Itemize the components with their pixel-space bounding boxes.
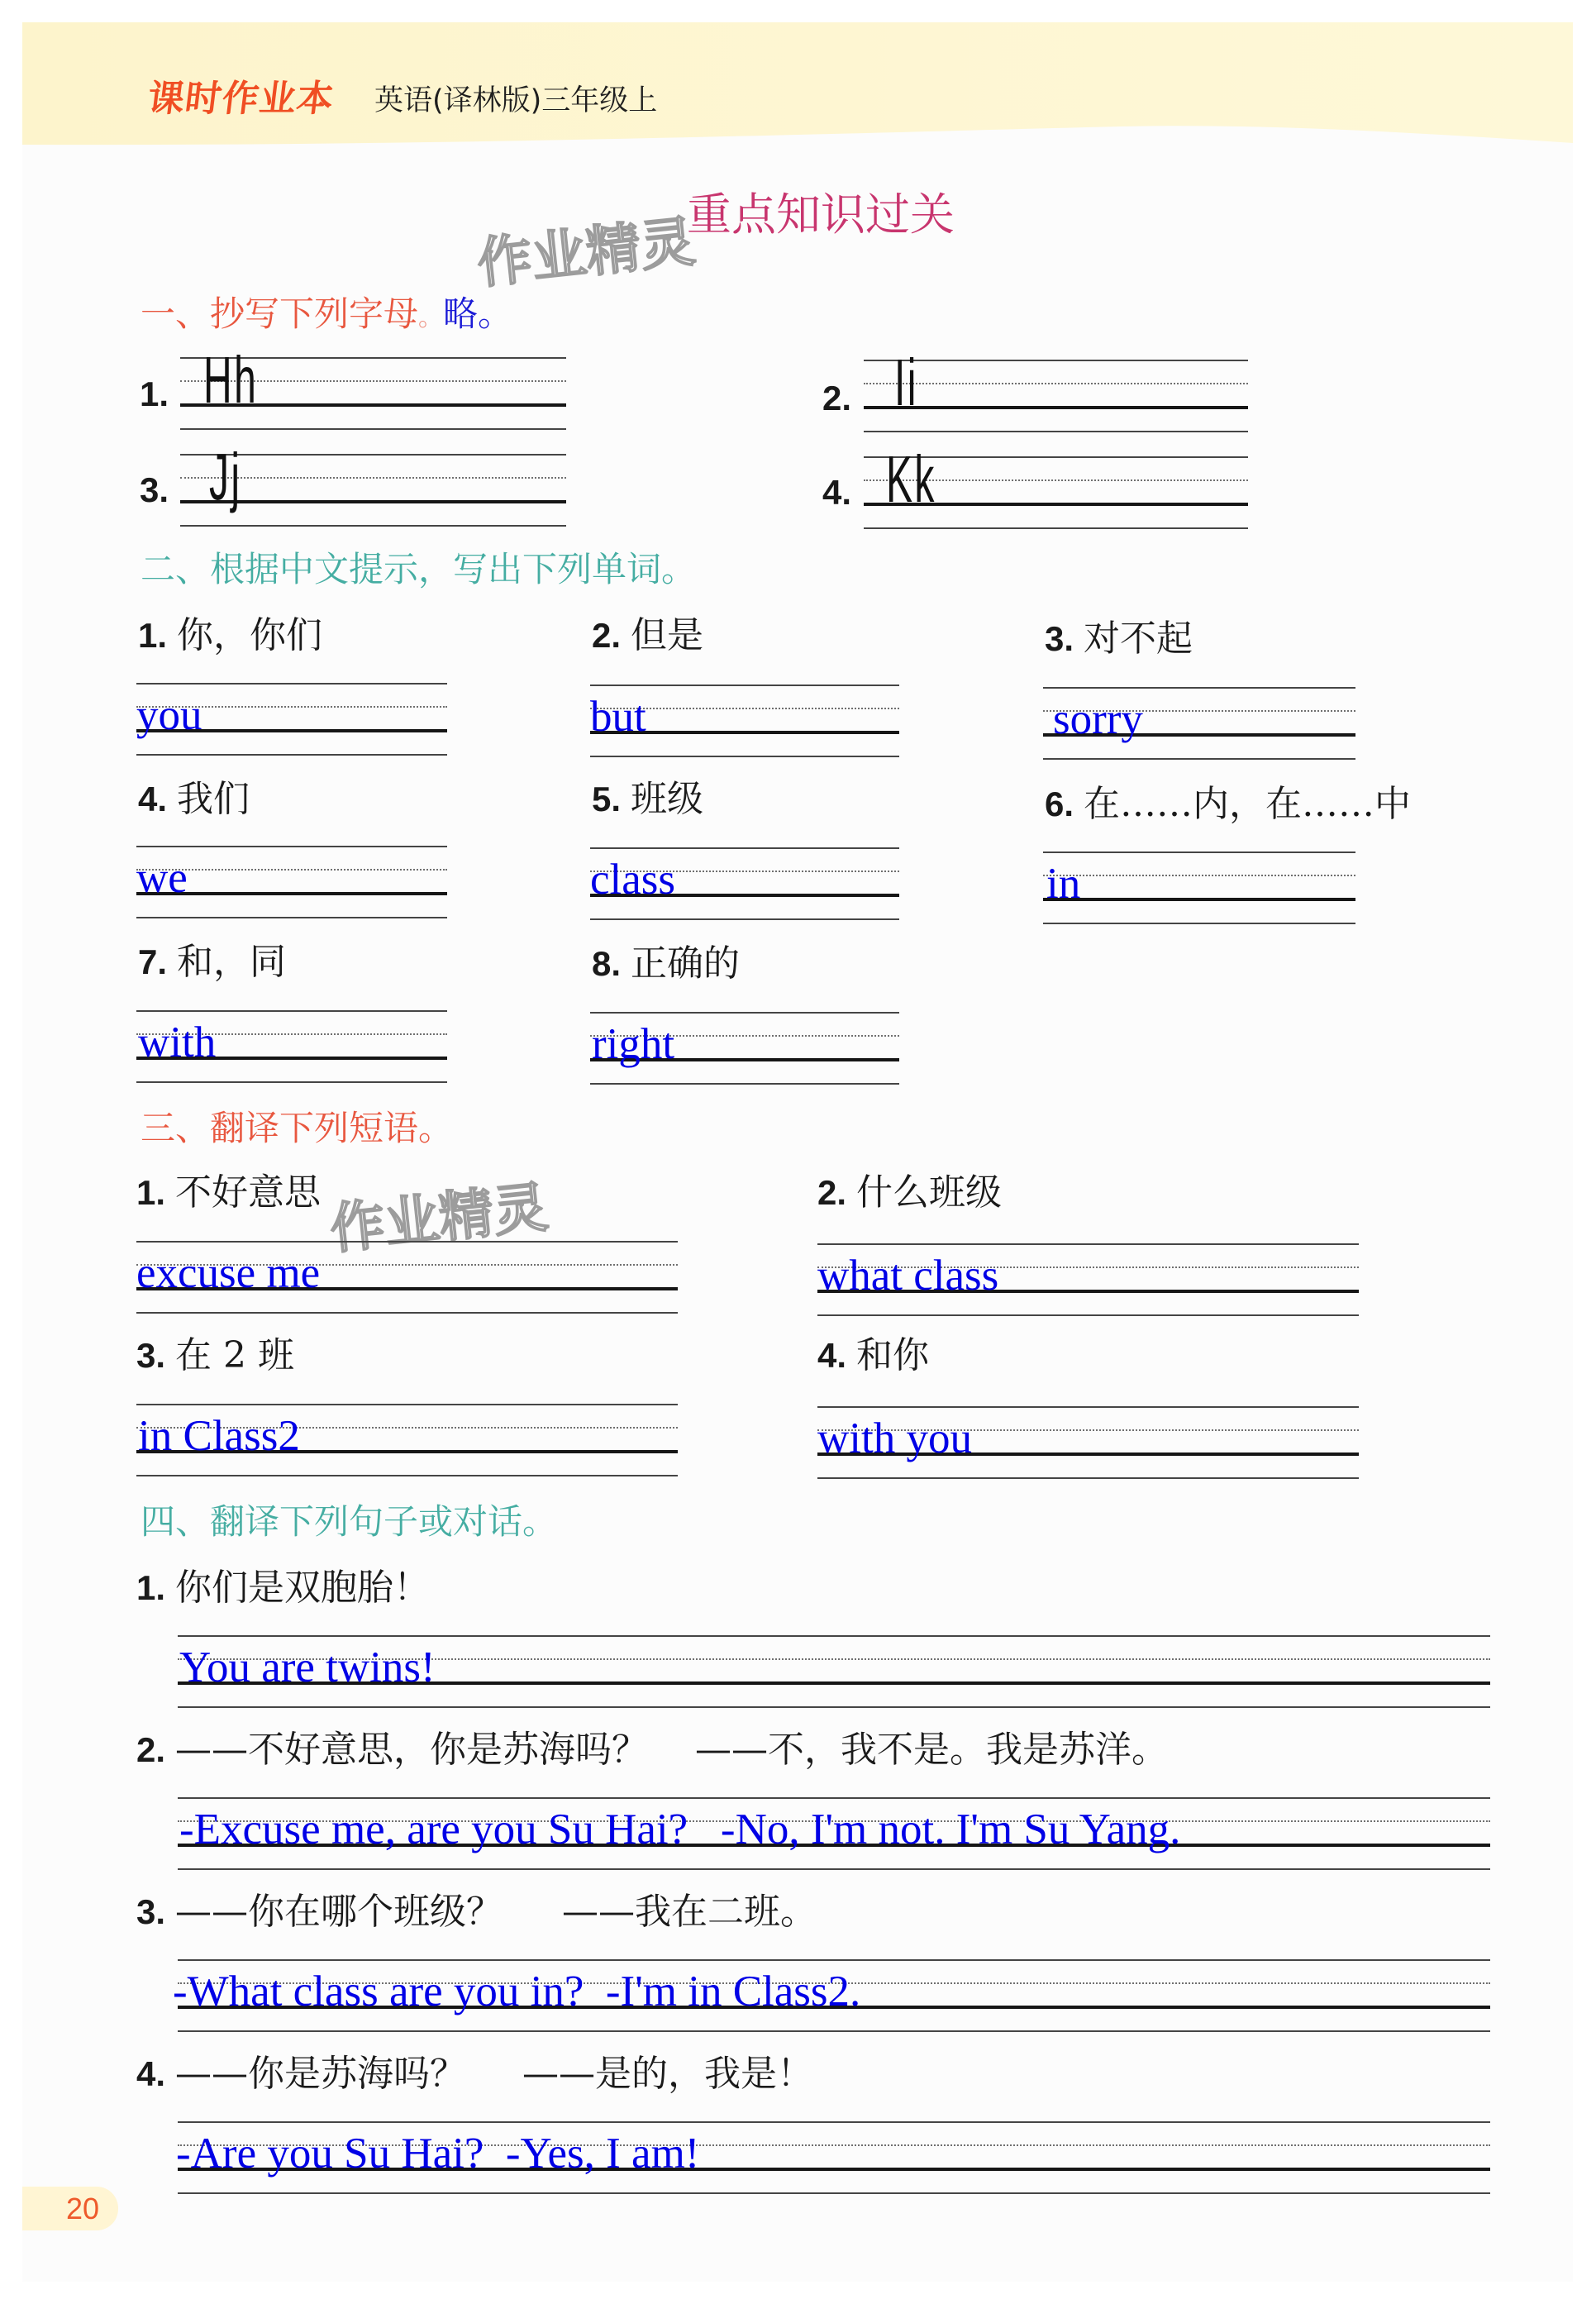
item-number: 2. xyxy=(136,1730,166,1769)
page-number: 20 xyxy=(66,2192,100,2225)
answer-lines xyxy=(590,1013,899,1085)
guide-line-bottom xyxy=(864,431,1248,432)
answer-lines xyxy=(136,684,447,756)
guide-line-bottom xyxy=(590,1083,899,1085)
section-2-heading: 二、根据中文提示，写出下列单词。 xyxy=(141,549,697,589)
item-label xyxy=(140,371,179,417)
answer-lines xyxy=(178,2122,1490,2195)
writing-lines xyxy=(180,440,566,527)
prompt-text: 什么班级 xyxy=(856,1171,1003,1214)
item-number: 1. xyxy=(140,374,169,413)
guide-line-bottom xyxy=(817,1314,1359,1316)
reply-text: ——我在二班。 xyxy=(562,1891,817,1933)
model-letters: Ii xyxy=(894,346,918,419)
item-label xyxy=(822,470,861,516)
item-number: 4. xyxy=(822,473,852,512)
guide-line-bottom xyxy=(864,527,1248,529)
answer-text: we xyxy=(136,854,188,902)
guide-line-top xyxy=(590,847,899,849)
item-number: 4. xyxy=(136,2054,166,2093)
item-label xyxy=(592,776,703,823)
prompt-text: 但是 xyxy=(631,614,704,656)
item-number: 2. xyxy=(822,379,852,417)
reply-text: ——是的，我是！ xyxy=(522,2053,813,2095)
answer-text: -What class are you in? -I'm in Class2. xyxy=(173,1968,861,2015)
item-number: 3. xyxy=(136,1336,166,1375)
guide-line-base xyxy=(864,406,1248,409)
answer-text: what class xyxy=(817,1252,999,1300)
answer-lines xyxy=(178,1798,1490,1871)
prompt-text: ——不好意思，你是苏海吗？ xyxy=(175,1729,649,1771)
item-number: 3. xyxy=(136,1892,166,1931)
item-label xyxy=(138,613,322,659)
item-number: 2. xyxy=(592,616,622,655)
guide-line-top xyxy=(1043,851,1355,853)
reply-label xyxy=(522,2051,813,2097)
answer-lines xyxy=(817,1407,1359,1480)
item-label xyxy=(817,1170,1002,1216)
item-label xyxy=(1045,616,1193,662)
item-label xyxy=(136,1333,294,1379)
item-number: 2. xyxy=(817,1173,847,1212)
item-number: 4. xyxy=(138,780,168,818)
model-letters: Kk xyxy=(886,442,936,516)
watermark: 作业精灵 xyxy=(474,209,698,296)
guide-line-bottom xyxy=(178,2030,1490,2032)
answer-note: 略。 xyxy=(443,293,513,334)
answer-text: with you xyxy=(817,1414,972,1462)
book-subtitle: 英语(译林版)三年级上 xyxy=(374,84,658,117)
item-number: 1. xyxy=(136,1568,166,1607)
prompt-text: 和你 xyxy=(856,1334,930,1376)
section-heading-text: 一、抄写下列字母 xyxy=(141,293,419,334)
prompt-text: 你，你们 xyxy=(177,614,323,656)
section-1-heading xyxy=(141,293,512,339)
item-label xyxy=(592,941,740,987)
guide-line-bottom xyxy=(136,1081,447,1083)
reply-text: ——不，我不是。我是苏洋。 xyxy=(695,1729,1168,1771)
writing-lines xyxy=(864,442,1248,530)
guide-line-bottom xyxy=(590,756,899,757)
prompt-text: 对不起 xyxy=(1084,618,1193,660)
answer-lines xyxy=(1043,852,1355,925)
section-3-heading: 三、翻译下列短语。 xyxy=(141,1108,454,1148)
answer-lines xyxy=(178,1636,1490,1709)
prompt-text: 在……内，在……中 xyxy=(1084,783,1412,825)
guide-line-top xyxy=(136,1241,678,1243)
item-label xyxy=(138,939,286,985)
prompt-text: 在 2 班 xyxy=(175,1334,294,1376)
answer-lines xyxy=(136,1242,678,1314)
guide-line-top xyxy=(817,1243,1359,1245)
page-number-tab xyxy=(22,2187,118,2230)
prompt-text: 班级 xyxy=(631,778,704,820)
guide-line-top xyxy=(864,360,1248,361)
prompt-text: ——你在哪个班级？ xyxy=(175,1891,503,1933)
guide-line-bottom xyxy=(180,525,566,527)
guide-line-top xyxy=(136,846,447,847)
answer-text: in xyxy=(1046,860,1081,908)
item-number: 3. xyxy=(1045,619,1074,658)
item-number: 3. xyxy=(140,470,169,509)
series-title: 课时作业本 xyxy=(145,78,337,120)
guide-line-top xyxy=(178,2121,1490,2123)
guide-line-bottom xyxy=(1043,758,1355,760)
answer-text: in Class2 xyxy=(138,1412,300,1460)
item-label xyxy=(136,1889,503,1935)
guide-line-top xyxy=(1043,687,1355,689)
model-letters: Hh xyxy=(203,343,259,417)
guide-line-top xyxy=(178,1635,1490,1637)
guide-line-bottom xyxy=(590,918,899,920)
prompt-text: 和，同 xyxy=(177,941,287,983)
item-label xyxy=(1045,781,1411,828)
answer-text: You are twins! xyxy=(179,1643,436,1691)
answer-lines xyxy=(136,1405,678,1477)
answer-lines xyxy=(1043,688,1355,761)
guide-line-top xyxy=(136,683,447,685)
prompt-text: 正确的 xyxy=(631,942,741,985)
answer-text: right xyxy=(592,1020,675,1068)
item-label xyxy=(592,613,703,659)
guide-line-bottom xyxy=(180,428,566,430)
heading-period: 。 xyxy=(418,303,444,332)
guide-line-bottom xyxy=(817,1477,1359,1479)
prompt-text: 你们是双胞胎！ xyxy=(175,1567,431,1609)
watermark: 作业精灵 xyxy=(326,1175,551,1262)
guide-line-base xyxy=(1043,898,1355,901)
answer-text: with xyxy=(138,1018,217,1066)
model-letters: Jj xyxy=(209,440,242,513)
prompt-text: 我们 xyxy=(177,778,250,820)
page-title: 重点知识过关 xyxy=(687,188,955,241)
guide-line-top xyxy=(178,1959,1490,1961)
guide-line-bottom xyxy=(136,754,447,756)
item-number: 6. xyxy=(1045,785,1074,823)
item-number: 4. xyxy=(817,1336,847,1375)
answer-text: excuse me xyxy=(136,1249,321,1297)
item-label xyxy=(822,375,861,422)
guide-line-bottom xyxy=(136,917,447,918)
writing-lines xyxy=(864,346,1248,433)
answer-text: -Excuse me, are you Su Hai? -No, I'm not. I'm Su Yang. xyxy=(179,1806,1181,1853)
guide-line-middle xyxy=(1043,875,1355,876)
item-label xyxy=(136,1565,430,1611)
answer-text: -Are you Su Hai? -Yes, I am! xyxy=(176,2130,700,2178)
item-label xyxy=(136,2051,466,2097)
item-number: 1. xyxy=(136,1173,166,1212)
item-number: 7. xyxy=(138,942,168,981)
guide-line-top xyxy=(136,1404,678,1405)
guide-line-top xyxy=(590,1012,899,1014)
item-label xyxy=(140,467,179,513)
guide-line-bottom xyxy=(1043,923,1355,924)
section-4-heading: 四、翻译下列句子或对话。 xyxy=(141,1501,558,1542)
item-label xyxy=(817,1333,929,1379)
prompt-text: 不好意思 xyxy=(175,1171,322,1214)
item-label xyxy=(136,1727,648,1773)
guide-line-bottom xyxy=(178,2192,1490,2194)
guide-line-bottom xyxy=(178,1706,1490,1708)
answer-lines xyxy=(590,848,899,921)
guide-line-bottom xyxy=(136,1312,678,1314)
reply-label xyxy=(695,1727,1168,1773)
answer-lines xyxy=(136,1011,447,1084)
prompt-text: ——你是苏海吗？ xyxy=(175,2053,467,2095)
reply-label xyxy=(562,1889,817,1935)
item-label xyxy=(136,1170,321,1216)
item-number: 5. xyxy=(592,780,622,818)
answer-lines xyxy=(173,1960,1490,2033)
answer-text: sorry xyxy=(1053,695,1143,743)
answer-lines xyxy=(817,1244,1359,1317)
item-number: 1. xyxy=(138,616,168,655)
item-label xyxy=(138,776,250,823)
item-number: 8. xyxy=(592,944,622,983)
guide-line-top xyxy=(590,685,899,686)
answer-text: you xyxy=(136,691,202,739)
answer-lines xyxy=(590,685,899,758)
answer-text: class xyxy=(590,856,676,904)
answer-text: but xyxy=(590,693,646,741)
writing-lines xyxy=(180,343,566,431)
guide-line-top xyxy=(178,1797,1490,1799)
answer-lines xyxy=(136,847,447,919)
guide-line-bottom xyxy=(136,1475,678,1476)
guide-line-bottom xyxy=(178,1868,1490,1870)
guide-line-middle xyxy=(864,383,1248,384)
guide-line-top xyxy=(817,1406,1359,1408)
guide-line-top xyxy=(136,1010,447,1012)
